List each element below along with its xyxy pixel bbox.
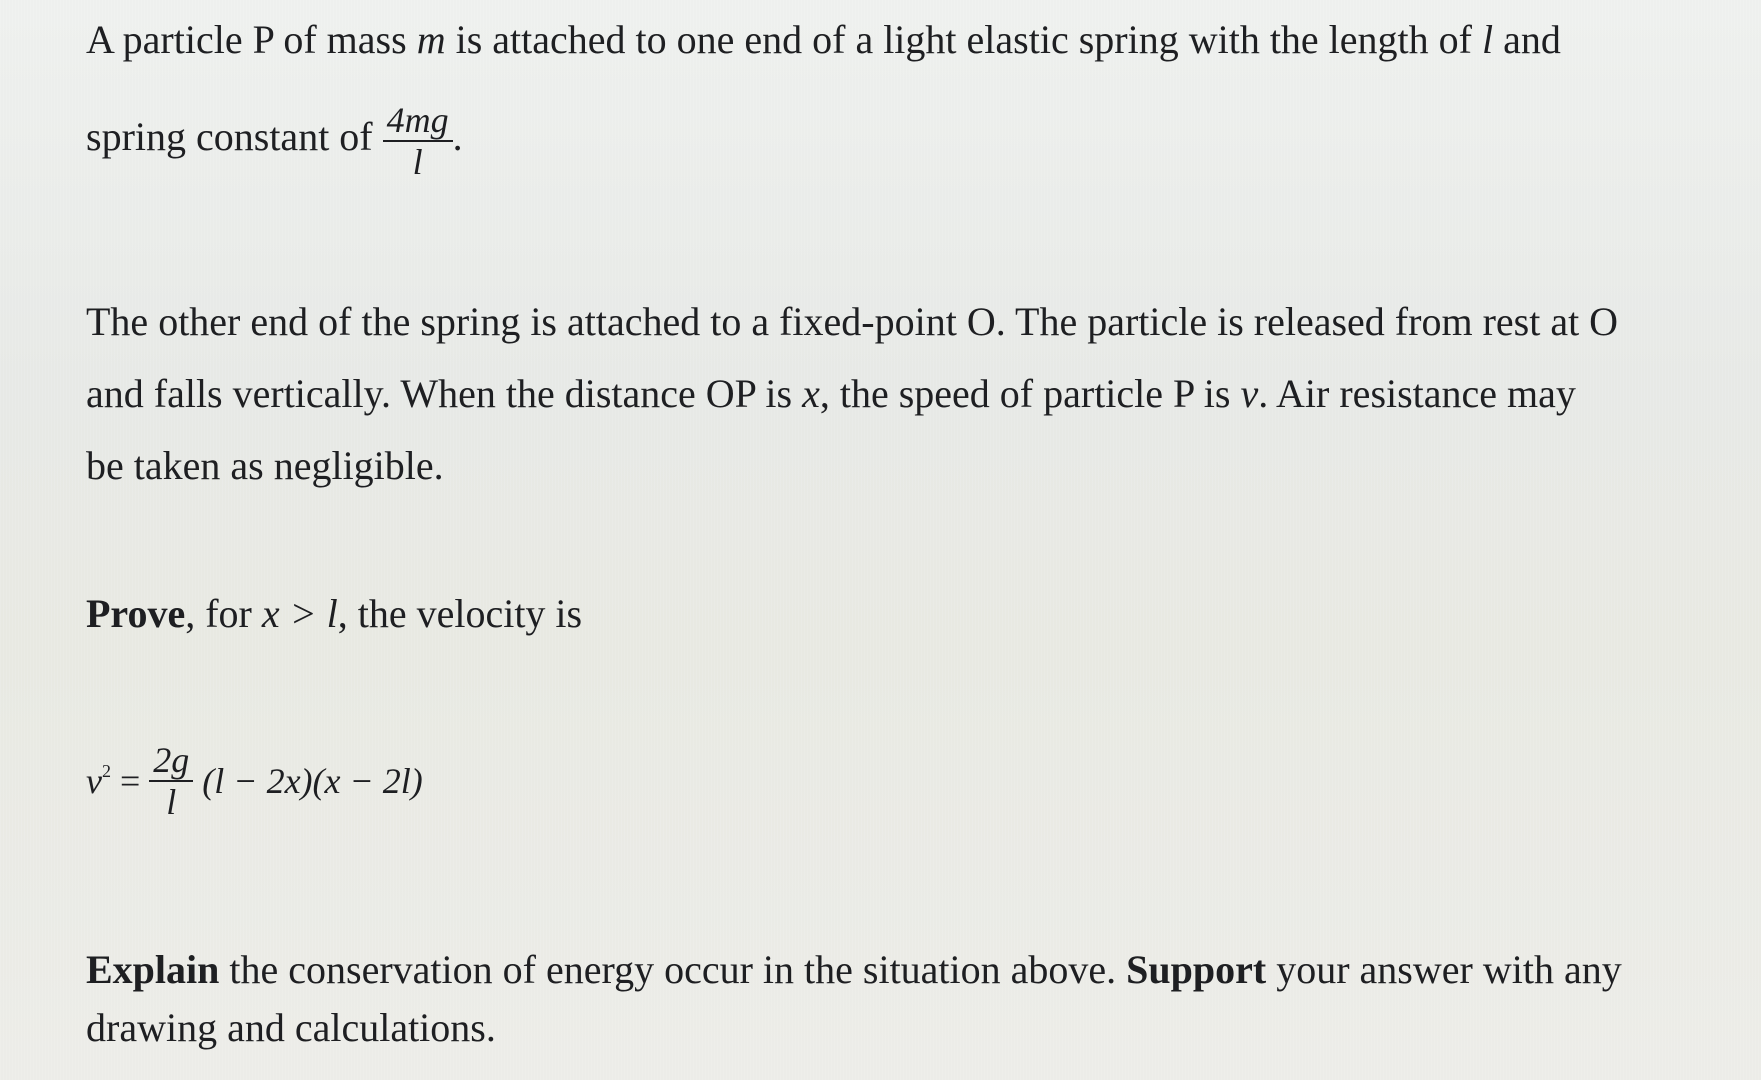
description-text: . Air resistance may — [1258, 371, 1576, 416]
intro-text: spring constant of — [86, 114, 373, 160]
prove-condition: x > l — [261, 591, 338, 636]
spring-constant-fraction — [383, 100, 453, 182]
description-line-2 — [86, 370, 1576, 418]
equation-fraction — [149, 740, 193, 822]
support-keyword: Support — [1126, 947, 1267, 992]
equation-lhs: $v^2$ — [86, 761, 111, 801]
explain-line-2: drawing and calculations. — [86, 1005, 496, 1050]
explain-keyword: Explain — [86, 947, 220, 992]
explain-line-1 — [86, 946, 1622, 994]
description-text: and falls vertically. When the distance OP is — [86, 371, 793, 416]
fraction-denominator: l — [412, 142, 423, 182]
explain-text: your answer with any — [1266, 947, 1622, 992]
prove-text: , the velocity is — [337, 591, 583, 636]
intro-text: . — [452, 114, 463, 160]
intro-text: and — [1503, 17, 1561, 62]
length-variable: l — [1481, 17, 1494, 62]
equation-denominator: l — [166, 782, 177, 822]
fraction-numerator: 4mg — [383, 100, 453, 142]
intro-line-2 — [86, 100, 463, 182]
equation-numerator: 2g — [149, 740, 193, 782]
distance-variable: x — [802, 371, 820, 416]
prove-keyword: Prove — [86, 591, 186, 636]
equation-exponent: 2 — [101, 761, 111, 781]
mass-variable: m — [416, 17, 446, 62]
speed-variable: v — [1240, 371, 1259, 416]
intro-line-1 — [86, 16, 1561, 64]
explain-text: the conservation of energy occur in the situation above. — [219, 947, 1127, 992]
prove-line — [86, 590, 582, 638]
description-line-3: be taken as negligible. — [86, 443, 444, 488]
prove-text: , for — [185, 591, 252, 636]
description-line-1: The other end of the spring is attached to a fixed-point O. The particle is released from rest at O — [86, 299, 1619, 344]
intro-text: is attached to one end of a light elastic spring with the length of — [455, 17, 1472, 62]
velocity-equation — [86, 740, 423, 822]
intro-text: A particle P of mass — [86, 17, 407, 62]
equation-equals: = — [119, 761, 141, 801]
equation-rhs: (l − 2x)(x − 2l) — [202, 761, 423, 801]
description-text: , the speed of particle P is — [819, 371, 1231, 416]
